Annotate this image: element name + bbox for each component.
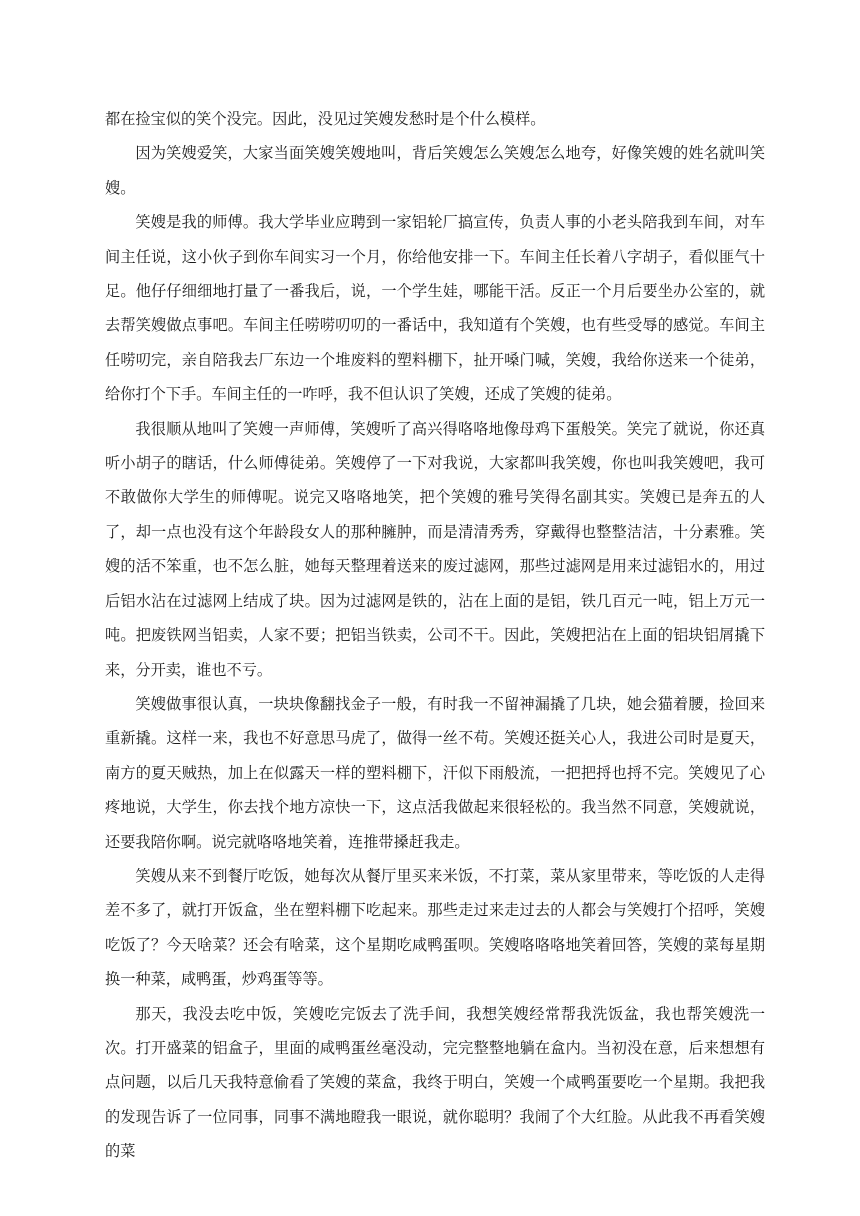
paragraph: 因为笑嫂爱笑，大家当面笑嫂笑嫂地叫，背后笑嫂怎么笑嫂怎么地夸，好像笑嫂的姓名就叫笑嫂。 — [105, 144, 765, 197]
paragraph: 那天，我没去吃中饭，笑嫂吃完饭去了洗手间，我想笑嫂经常帮我洗饭盆，我也帮笑嫂洗一次。打开盛菜的铝盒子，里面的咸鸭蛋丝毫没动，完完整整地躺在盒内。当初没在意，后来想想有点问题，以后几天我特意偷看了笑嫂的菜盒，我终于明白，笑嫂一个咸鸭蛋要吃一个星期。我把我的发现告诉了一位同事，同事不满地瞪我一眼说，就你聪明？我闹了个大红脸。从此我不再看笑嫂的菜 — [105, 1004, 765, 1161]
paragraph: 都在捡宝似的笑个没完。因此，没见过笑嫂发愁时是个什么模样。 — [105, 110, 546, 128]
paragraph: 笑嫂是我的师傅。我大学毕业应聘到一家铝轮厂搞宣传，负责人事的小老头陪我到车间，对车间主任说，这小伙子到你车间实习一个月，你给他安排一下。车间主任长着八字胡子，看似匪气十足。他仔仔细细地打量了一番我后，说，一个学生娃，哪能干活。反正一个月后要坐办公室的，就去帮笑嫂做点事吧。车间主任唠唠叨叨的一番话中，我知道有个笑嫂，也有些受辱的感觉。车间主任唠叨完，亲自陪我去厂东边一个堆废料的塑料棚下，扯开嗓门喊，笑嫂，我给你送来一个徒弟，给你打个下手。车间主任的一咋呼，我不但认识了笑嫂，还成了笑嫂的徒弟。 — [105, 213, 765, 404]
paragraph: 我很顺从地叫了笑嫂一声师傅，笑嫂听了高兴得咯咯地像母鸡下蛋般笑。笑完了就说，你还真听小胡子的瞎话，什么师傅徒弟。笑嫂停了一下对我说，大家都叫我笑嫂，你也叫我笑嫂吧，我可不敢做你大学生的师傅呢。说完又咯咯地笑，把个笑嫂的雅号笑得名副其实。笑嫂已是奔五的人了，却一点也没有这个年龄段女人的那种臃肿，而是清清秀秀，穿戴得也整整洁洁，十分素雅。笑嫂的活不笨重，也不怎么脏，她每天整理着送来的废过滤网，那些过滤网是用来过滤铝水的，用过后铝水沾在过滤网上结成了块。因为过滤网是铁的，沾在上面的是铝，铁几百元一吨，铝上万元一吨。把废铁网当铝卖，人家不要；把铝当铁卖，公司不干。因此，笑嫂把沾在上面的铝块铝屑撬下来，分开卖，谁也不亏。 — [105, 419, 765, 679]
paragraph: 笑嫂做事很认真，一块块像翻找金子一般，有时我一不留神漏撬了几块，她会猫着腰，捡回来重新撬。这样一来，我也不好意思马虎了，做得一丝不苟。笑嫂还挺关心人，我进公司时是夏天，南方的夏天贼热，加上在似露天一样的塑料棚下，汗似下雨般流，一把把捋也捋不完。笑嫂见了心疼地说，大学生，你去找个地方凉快一下，这点活我做起来很轻松的。我当然不同意，笑嫂就说，还要我陪你啊。说完就咯咯地笑着，连推带搡赶我走。 — [105, 694, 765, 851]
article-body — [105, 102, 765, 1169]
paragraph: 笑嫂从来不到餐厅吃饭，她每次从餐厅里买来米饭，不打菜，菜从家里带来，等吃饭的人走得差不多了，就打开饭盒，坐在塑料棚下吃起来。那些走过来走过去的人都会与笑嫂打个招呼，笑嫂吃饭了？今天啥菜？还会有啥菜，这个星期吃咸鸭蛋呗。笑嫂咯咯咯地笑着回答，笑嫂的菜每星期换一种菜，咸鸭蛋，炒鸡蛋等等。 — [105, 866, 765, 989]
